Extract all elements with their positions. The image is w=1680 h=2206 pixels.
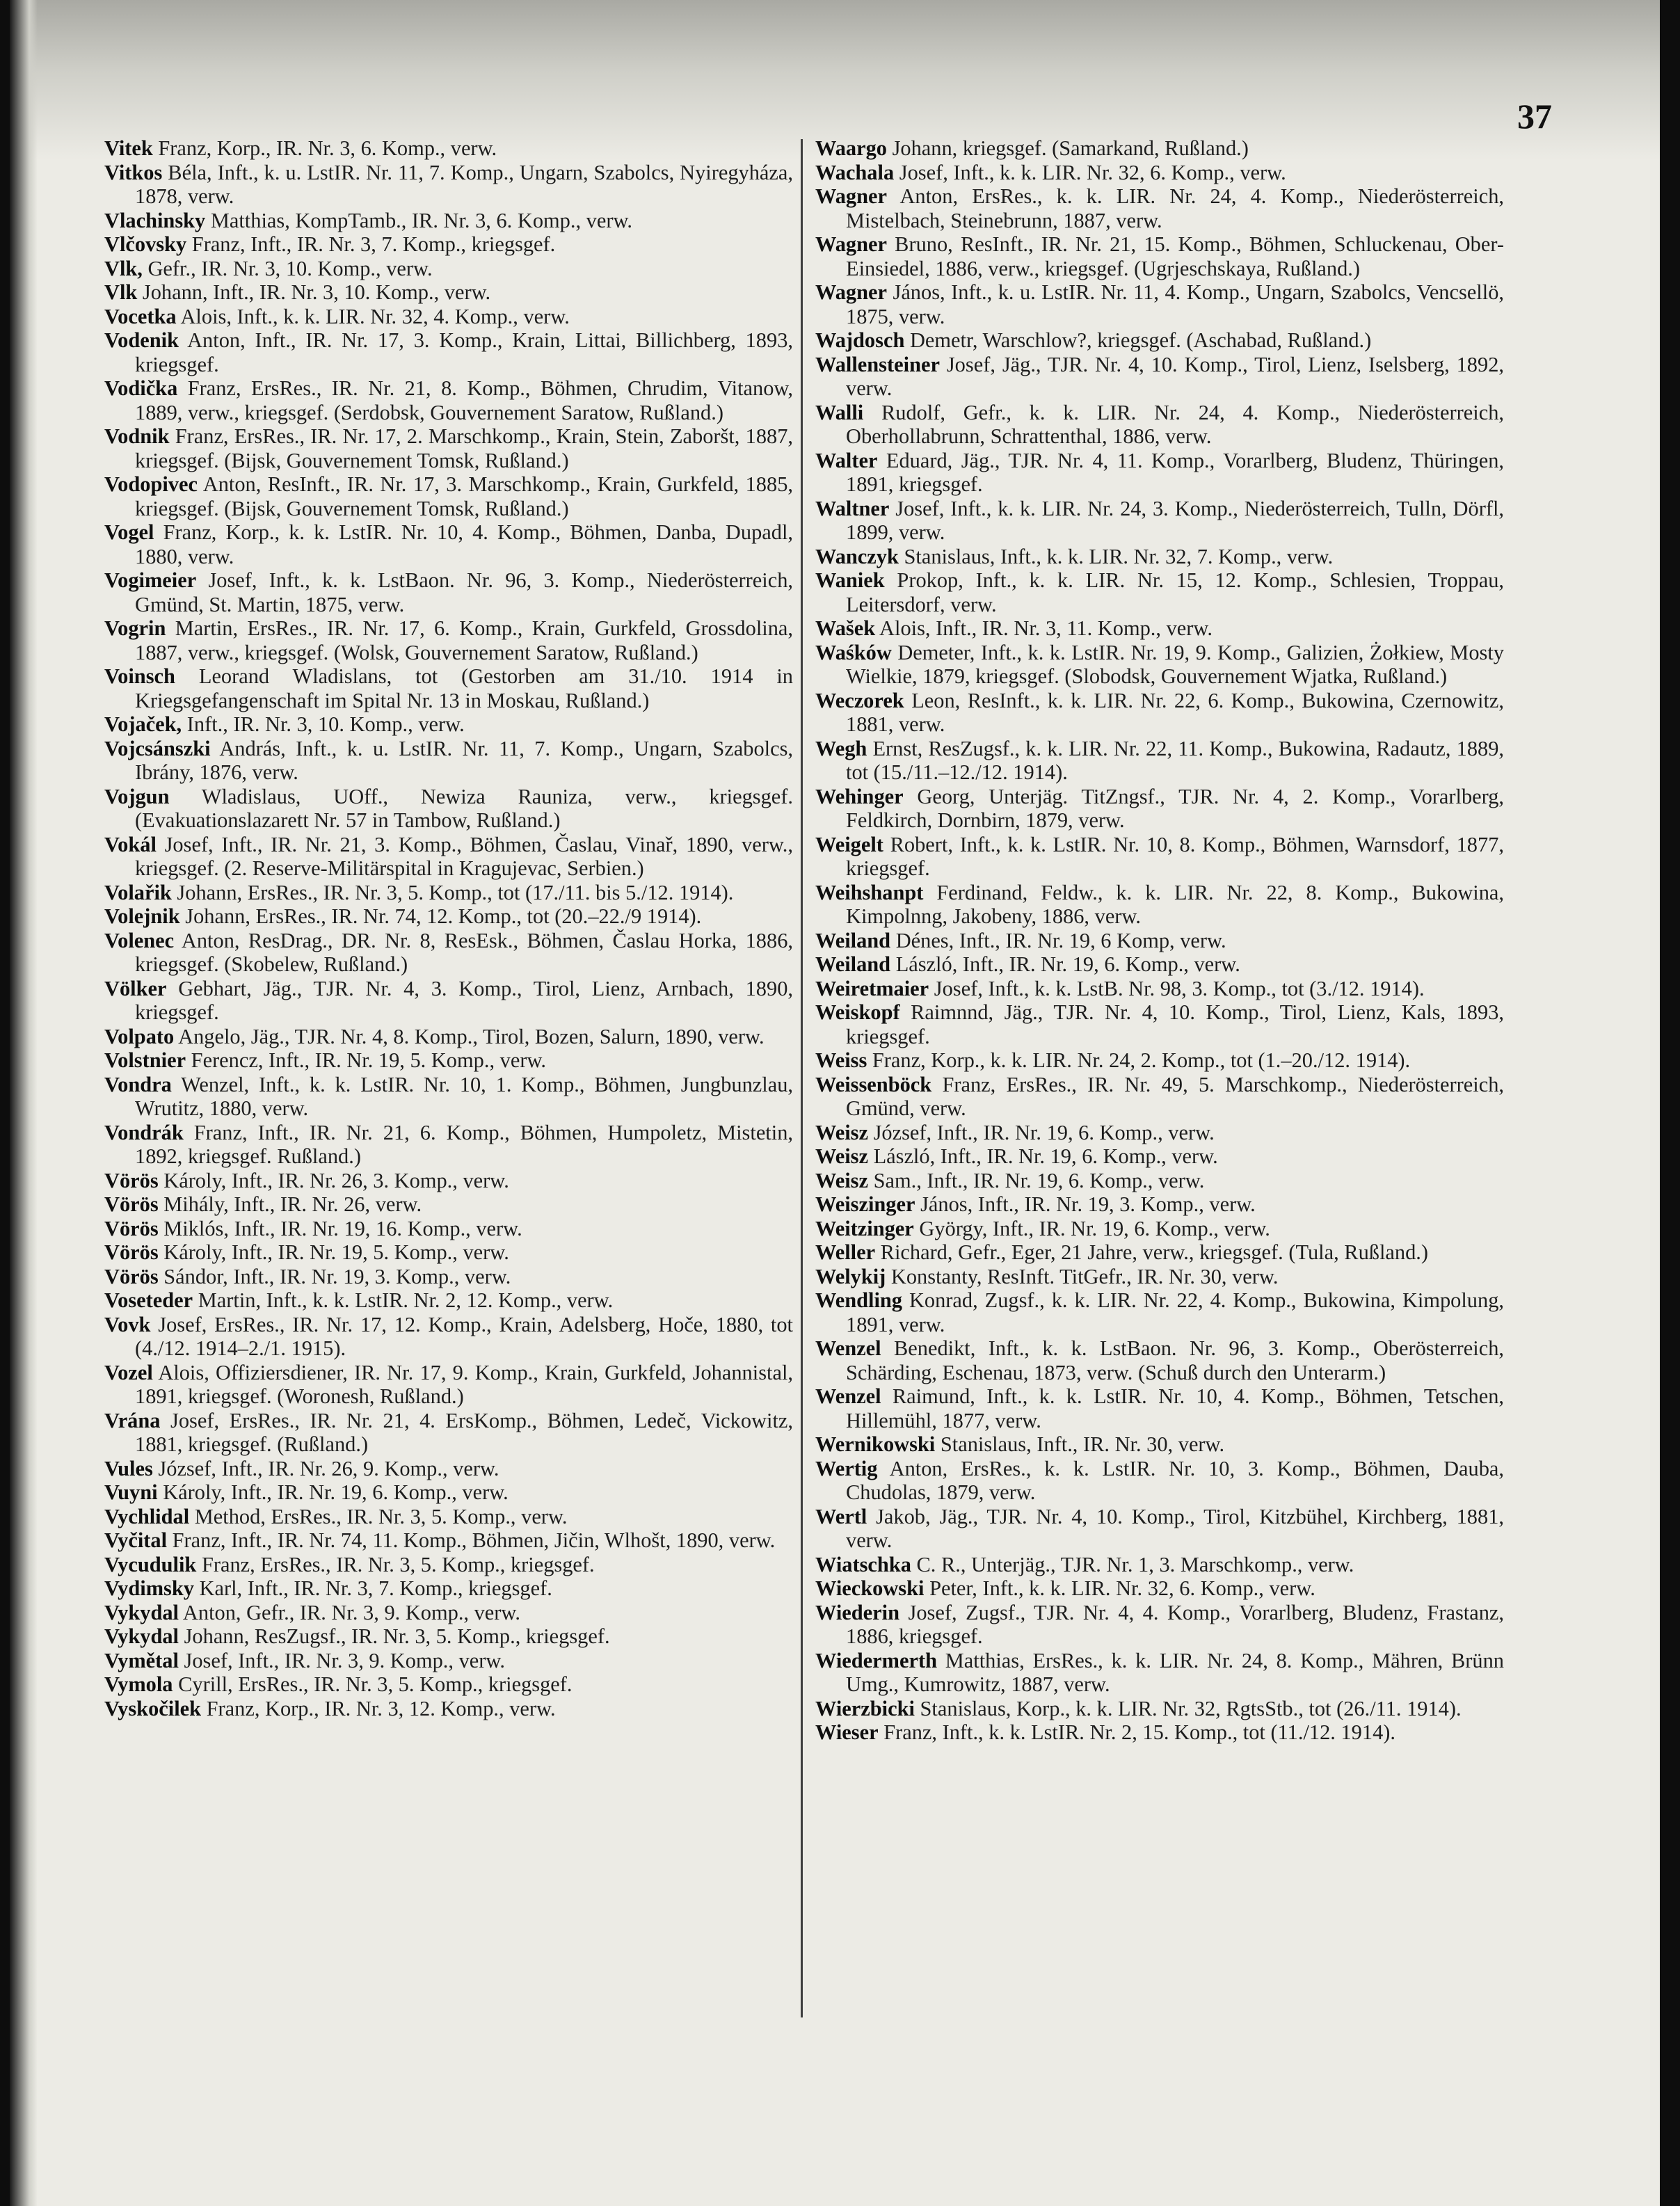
entry-surname: Weisz (815, 1168, 868, 1192)
entry-surname: Wallensteiner (815, 352, 940, 376)
entry-details: Leon, ResInft., k. k. LIR. Nr. 22, 6. Komp., Bukowina, Czernowitz, 1881, verw. (846, 688, 1504, 736)
register-entry (815, 616, 1504, 641)
register-entry (815, 1505, 1504, 1553)
entry-details: Ferencz, Inft., IR. Nr. 19, 5. Komp., verw. (186, 1048, 547, 1072)
register-entry (815, 833, 1504, 881)
entry-surname: Volařik (104, 880, 172, 904)
entry-surname: Weihshanpt (815, 880, 924, 904)
register-entry (104, 737, 793, 785)
entry-surname: Vojcsánszki (104, 736, 211, 760)
register-entry (104, 664, 793, 712)
register-entry (815, 1073, 1504, 1121)
entry-surname: Weiretmaier (815, 976, 929, 1000)
entry-surname: Vörös (104, 1216, 159, 1240)
entry-details: József, Inft., IR. Nr. 19, 6. Komp., verw. (867, 1120, 1215, 1144)
entry-surname: Voinsch (104, 664, 175, 688)
entry-surname: Wašek (815, 616, 876, 640)
entry-surname: Vykydal (104, 1624, 179, 1648)
entry-details: Anton, ErsRes., k. k. LstIR. Nr. 10, 3. Komp., Böhmen, Dauba, Chudolas, 1879, verw. (846, 1456, 1504, 1504)
register-entry (104, 1265, 793, 1289)
register-entry (815, 136, 1504, 161)
entry-details: Johann, ErsRes., IR. Nr. 3, 5. Komp., tot (17./11. bis 5./12. 1914). (171, 880, 734, 904)
entry-surname: Vovk (104, 1312, 151, 1336)
entry-details: Inft., IR. Nr. 3, 10. Komp., verw. (182, 712, 465, 736)
entry-details: Sándor, Inft., IR. Nr. 19, 3. Komp., verw. (158, 1264, 511, 1288)
entry-details: Josef, Inft., k. k. LIR. Nr. 24, 3. Komp., Niederösterreich, Tulln, Dörfl, 1899, verw. (846, 496, 1504, 544)
entry-details: Josef, Inft., IR. Nr. 3, 9. Komp., verw. (178, 1648, 505, 1672)
entry-surname: Volenec (104, 928, 175, 952)
register-entry (104, 472, 793, 520)
book-page (10, 0, 1660, 2206)
register-entry (104, 1601, 793, 1625)
register-entry (815, 785, 1504, 833)
entry-details: Martin, Inft., k. k. LstIR. Nr. 2, 12. Komp., verw. (193, 1288, 614, 1312)
register-entry (815, 353, 1504, 401)
entry-details: Josef, Inft., IR. Nr. 21, 3. Komp., Böhmen, Časlau, Vinař, 1890, verw., kriegsgef. (2. Reserve-Militärspital in Kragujevac, Serbien.) (135, 832, 793, 880)
entry-details: Jakob, Jäg., TJR. Nr. 4, 10. Komp., Tirol, Kitzbühel, Kirchberg, 1881, verw. (846, 1504, 1504, 1552)
entry-details: Josef, Inft., k. k. LstB. Nr. 98, 3. Komp., tot (3./12. 1914). (929, 976, 1425, 1000)
entry-surname: Wieckowski (815, 1576, 925, 1600)
entry-details: Ernst, ResZugsf., k. k. LIR. Nr. 22, 11. Komp., Bukowina, Radautz, 1889, tot (15./11.–12./12. 1914). (846, 736, 1504, 784)
register-entry (815, 1576, 1504, 1601)
entry-details: Angelo, Jäg., TJR. Nr. 4, 8. Komp., Tirol, Bozen, Salurn, 1890, verw. (174, 1024, 765, 1048)
register-entry (104, 929, 793, 977)
register-entry (104, 785, 793, 833)
register-entry (815, 449, 1504, 497)
entry-surname: Wagner (815, 184, 887, 208)
entry-surname: Wagner (815, 280, 887, 304)
register-entry (815, 545, 1504, 569)
entry-surname: Welykij (815, 1264, 886, 1288)
register-entry (815, 1720, 1504, 1745)
entry-details: Anton, Inft., IR. Nr. 17, 3. Komp., Krain, Littai, Billichberg, 1893, kriegsgef. (135, 328, 793, 376)
register-entry (104, 1169, 793, 1193)
entry-surname: Weiland (815, 928, 891, 952)
register-entry (104, 1313, 793, 1361)
entry-surname: Wanczyk (815, 544, 899, 568)
register-entry (815, 1601, 1504, 1649)
entry-surname: Weczorek (815, 688, 904, 712)
register-entry (815, 184, 1504, 232)
entry-surname: Waśków (815, 640, 892, 664)
register-entry (104, 1409, 793, 1457)
register-entry (104, 1480, 793, 1505)
entry-details: Franz, ErsRes., IR. Nr. 21, 8. Komp., Böhmen, Chrudim, Vitanow, 1889, verw., kriegsgef. (Serdobsk, Gouvernement Saratow, Rußland.) (135, 376, 793, 424)
register-entry (815, 401, 1504, 449)
entry-details: Sam., Inft., IR. Nr. 19, 6. Komp., verw. (867, 1168, 1205, 1192)
register-entry (815, 232, 1504, 280)
entry-details: Franz, Korp., IR. Nr. 3, 6. Komp., verw. (152, 136, 497, 160)
register-entry (815, 1553, 1504, 1577)
register-entry (104, 712, 793, 737)
register-entry (815, 1649, 1504, 1697)
entry-details: Benedikt, Inft., k. k. LstBaon. Nr. 96, 3. Komp., Oberösterreich, Schärding, Eschenau, 1873, verw. (Schuß durch den Unterarm.) (846, 1336, 1504, 1384)
entry-details: József, Inft., IR. Nr. 26, 9. Komp., verw. (152, 1456, 499, 1480)
register-entry (104, 1217, 793, 1241)
entry-details: Leorand Wladislans, tot (Gestorben am 31./10. 1914 in Kriegsgefangenschaft im Spital Nr. 13 in Moskau, Rußland.) (135, 664, 793, 712)
register-entry (104, 328, 793, 376)
entry-details: Bruno, ResInft., IR. Nr. 21, 15. Komp., Böhmen, Schluckenau, Ober-Einsiedel, 1886, verw., kriegsgef. (Ugrjeschskaya, Rußland.) (846, 232, 1504, 280)
entry-surname: Vokál (104, 832, 157, 856)
entry-surname: Völker (104, 976, 167, 1000)
register-entry (104, 1025, 793, 1049)
entry-details: Stanislaus, Inft., k. k. LIR. Nr. 32, 7. Komp., verw. (898, 544, 1334, 568)
entry-details: Johann, ErsRes., IR. Nr. 74, 12. Komp., tot (20.–22./9 1914). (179, 904, 702, 928)
entry-surname: Vocetka (104, 304, 177, 328)
register-entry (104, 1192, 793, 1217)
entry-details: Miklós, Inft., IR. Nr. 19, 16. Komp., verw. (158, 1216, 522, 1240)
entry-surname: Wajdosch (815, 328, 905, 352)
entry-details: Franz, ErsRes., IR. Nr. 49, 5. Marschkomp., Niederösterreich, Gmünd, verw. (846, 1072, 1504, 1120)
entry-details: Method, ErsRes., IR. Nr. 3, 5. Komp., verw. (189, 1504, 568, 1528)
register-entry (104, 1649, 793, 1673)
entry-surname: Waltner (815, 496, 890, 520)
register-entry (815, 1048, 1504, 1073)
entry-surname: Waargo (815, 136, 887, 160)
entry-surname: Walter (815, 448, 878, 472)
entry-details: László, Inft., IR. Nr. 19, 6. Komp., verw. (890, 952, 1240, 976)
register-entry (104, 161, 793, 209)
entry-surname: Walli (815, 400, 864, 424)
entry-details: András, Inft., k. u. LstIR. Nr. 11, 7. Komp., Ungarn, Szabolcs, Ibrány, 1876, verw. (135, 736, 793, 784)
entry-surname: Wegh (815, 736, 867, 760)
register-entry (815, 1217, 1504, 1241)
register-entry (815, 641, 1504, 689)
entry-details: Ferdinand, Feldw., k. k. LIR. Nr. 22, 8. Komp., Bukowina, Kimpolnng, Jakobeny, 1886, verw. (846, 880, 1504, 928)
entry-surname: Vules (104, 1456, 153, 1480)
entry-surname: Weigelt (815, 832, 883, 856)
entry-details: Alois, Inft., k. k. LIR. Nr. 32, 4. Komp., verw. (176, 304, 570, 328)
entry-surname: Wierzbicki (815, 1696, 915, 1720)
register-entry (104, 136, 793, 161)
entry-surname: Wieser (815, 1720, 879, 1744)
entry-details: Dénes, Inft., IR. Nr. 19, 6 Komp, verw. (890, 928, 1226, 952)
register-entry (815, 1384, 1504, 1432)
entry-details: Franz, ErsRes., IR. Nr. 3, 5. Komp., kriegsgef. (196, 1552, 595, 1576)
register-entry (104, 833, 793, 881)
register-entry (815, 929, 1504, 953)
entry-details: László, Inft., IR. Nr. 19, 6. Komp., verw. (867, 1144, 1218, 1168)
entry-surname: Weiszinger (815, 1192, 915, 1216)
register-entry (104, 209, 793, 233)
entry-details: Stanislaus, Korp., k. k. LIR. Nr. 32, RgtsStb., tot (26./11. 1914). (914, 1696, 1462, 1720)
entry-surname: Vondra (104, 1072, 172, 1096)
entry-surname: Vörös (104, 1240, 159, 1264)
entry-details: Richard, Gefr., Eger, 21 Jahre, verw., kriegsgef. (Tula, Rußland.) (875, 1240, 1428, 1264)
register-entry (104, 1048, 793, 1073)
entry-details: György, Inft., IR. Nr. 19, 6. Komp., verw. (913, 1216, 1270, 1240)
entry-surname: Weisz (815, 1120, 868, 1144)
entry-details: Anton, ErsRes., k. k. LIR. Nr. 24, 4. Komp., Niederösterreich, Mistelbach, Steinebrunn, 1887, verw. (846, 184, 1504, 232)
register-entry (815, 1288, 1504, 1336)
entry-details: Franz, Korp., k. k. LstIR. Nr. 10, 4. Komp., Böhmen, Danba, Dupadl, 1880, verw. (135, 520, 793, 568)
entry-surname: Vydimsky (104, 1576, 194, 1600)
entry-details: Mihály, Inft., IR. Nr. 26, verw. (158, 1192, 422, 1216)
entry-details: Raimnnd, Jäg., TJR. Nr. 4, 10. Komp., Tirol, Lienz, Kals, 1893, kriegsgef. (846, 1000, 1504, 1048)
entry-details: Peter, Inft., k. k. LIR. Nr. 32, 6. Komp., verw. (924, 1576, 1315, 1600)
entry-details: Johann, kriegsgef. (Samarkand, Rußland.) (886, 136, 1249, 160)
entry-details: Franz, Korp., IR. Nr. 3, 12. Komp., verw. (201, 1696, 556, 1720)
register-entry (815, 161, 1504, 185)
entry-surname: Vodnik (104, 424, 170, 448)
entry-surname: Waniek (815, 568, 885, 592)
register-entry (815, 1144, 1504, 1169)
entry-details: Eduard, Jäg., TJR. Nr. 4, 11. Komp., Vorarlberg, Bludenz, Thüringen, 1891, kriegsgef. (846, 448, 1504, 496)
entry-surname: Vörös (104, 1264, 159, 1288)
entry-details: Franz, Inft., IR. Nr. 74, 11. Komp., Böhmen, Jičin, Wlhošt, 1890, verw. (167, 1528, 776, 1552)
entry-details: Josef, ErsRes., IR. Nr. 21, 4. ErsKomp., Böhmen, Ledeč, Vickowitz, 1881, kriegsgef. (Rußland.) (135, 1408, 793, 1456)
entry-surname: Vymola (104, 1672, 173, 1696)
entry-surname: Vitkos (104, 160, 163, 184)
entry-surname: Wertig (815, 1456, 878, 1480)
entry-surname: Vyčital (104, 1528, 168, 1552)
entry-details: Josef, Zugsf., TJR. Nr. 4, 4. Komp., Vorarlberg, Bludenz, Frastanz, 1886, kriegsgef. (846, 1600, 1504, 1648)
entry-details: Josef, Jäg., TJR. Nr. 4, 10. Komp., Tirol, Lienz, Iselsberg, 1892, verw. (846, 352, 1504, 400)
column-divider (801, 139, 803, 2017)
entry-surname: Vörös (104, 1192, 159, 1216)
page-spine-shadow (10, 0, 38, 2206)
entry-surname: Vojgun (104, 784, 170, 808)
entry-surname: Vlk, (104, 256, 143, 280)
entry-surname: Wiatschka (815, 1552, 911, 1576)
entry-details: Demetr, Warschlow?, kriegsgef. (Aschabad, Rußland.) (904, 328, 1372, 352)
register-entry (815, 1697, 1504, 1721)
register-entry (104, 1073, 793, 1121)
entry-surname: Vlk (104, 280, 138, 304)
register-entry (104, 1505, 793, 1529)
entry-surname: Weiss (815, 1048, 867, 1072)
entry-surname: Vörös (104, 1168, 159, 1192)
entry-details: Johann, Inft., IR. Nr. 3, 10. Komp., verw. (137, 280, 491, 304)
register-entry (815, 280, 1504, 328)
register-entry (815, 689, 1504, 737)
register-entry (815, 1192, 1504, 1217)
entry-surname: Wiedermerth (815, 1648, 937, 1672)
entry-details: Franz, Korp., k. k. LIR. Nr. 24, 2. Komp., tot (1.–20./12. 1914). (867, 1048, 1411, 1072)
register-entry (104, 904, 793, 929)
entry-surname: Vogrin (104, 616, 166, 640)
entry-details: Gefr., IR. Nr. 3, 10. Komp., verw. (142, 256, 433, 280)
entry-surname: Vodenik (104, 328, 179, 352)
entry-surname: Weitzinger (815, 1216, 914, 1240)
entry-surname: Wendling (815, 1288, 902, 1312)
entry-details: Wladislaus, UOff., Newiza Rauniza, verw., kriegsgef. (Evakuationslazarett Nr. 57 in Tambow, Rußland.) (135, 784, 793, 832)
entry-details: Franz, Inft., IR. Nr. 3, 7. Komp., kriegsgef. (186, 232, 556, 256)
entry-details: Matthias, ErsRes., k. k. LIR. Nr. 24, 8. Komp., Mähren, Brünn Umg., Kumrowitz, 1887, verw. (846, 1648, 1504, 1696)
entry-surname: Weisz (815, 1144, 868, 1168)
register-entry (104, 1528, 793, 1553)
register-entry (104, 305, 793, 329)
entry-surname: Vozel (104, 1360, 153, 1384)
entry-details: Franz, ErsRes., IR. Nr. 17, 2. Marschkomp., Krain, Stein, Zaboršt, 1887, kriegsgef. (Bijsk, Gouvernement Tomsk, Rußland.) (135, 424, 793, 472)
entry-surname: Wertl (815, 1504, 867, 1528)
register-entry (104, 1288, 793, 1313)
entry-surname: Vuyni (104, 1480, 158, 1504)
entry-surname: Volpato (104, 1024, 175, 1048)
entry-details: Josef, ErsRes., IR. Nr. 17, 12. Komp., Krain, Adelsberg, Hoče, 1880, tot (4./12. 1914–2./1. 1915). (135, 1312, 793, 1360)
entry-surname: Vlachinsky (104, 208, 206, 232)
entry-surname: Wehinger (815, 784, 904, 808)
entry-details: Károly, Inft., IR. Nr. 26, 3. Komp., verw. (158, 1168, 509, 1192)
register-entry (815, 328, 1504, 353)
register-entry (104, 280, 793, 305)
entry-details: Cyrill, ErsRes., IR. Nr. 3, 5. Komp., kriegsgef. (173, 1672, 573, 1696)
entry-surname: Volejnik (104, 904, 180, 928)
entry-details: Konrad, Zugsf., k. k. LIR. Nr. 22, 4. Komp., Bukowina, Kimpolung, 1891, verw. (846, 1288, 1504, 1336)
entry-surname: Wenzel (815, 1384, 881, 1408)
entry-details: Josef, Inft., k. k. LIR. Nr. 32, 6. Komp., verw. (894, 160, 1286, 184)
register-entry (104, 1240, 793, 1265)
register-entry (104, 616, 793, 664)
entry-details: C. R., Unterjäg., TJR. Nr. 1, 3. Marschkomp., verw. (911, 1552, 1354, 1576)
register-entry (104, 1361, 793, 1409)
entry-details: Wenzel, Inft., k. k. LstIR. Nr. 10, 1. Komp., Böhmen, Jungbunzlau, Wrutitz, 1880, verw. (135, 1072, 793, 1120)
entry-details: Károly, Inft., IR. Nr. 19, 5. Komp., verw. (158, 1240, 509, 1264)
page-number: 37 (1517, 97, 1552, 136)
register-entry (104, 1457, 793, 1481)
entry-details: Prokop, Inft., k. k. LIR. Nr. 15, 12. Komp., Schlesien, Troppau, Leitersdorf, verw. (846, 568, 1504, 616)
entry-details: Stanislaus, Inft., IR. Nr. 30, verw. (935, 1432, 1225, 1456)
entry-surname: Voseteder (104, 1288, 193, 1312)
entry-details: Anton, Gefr., IR. Nr. 3, 9. Komp., verw. (179, 1600, 520, 1624)
register-entry (815, 1169, 1504, 1193)
register-entry (815, 737, 1504, 785)
register-entry (104, 881, 793, 905)
register-entry (815, 1265, 1504, 1289)
entry-surname: Vitek (104, 136, 153, 160)
register-entry (815, 1240, 1504, 1265)
entry-details: Károly, Inft., IR. Nr. 19, 6. Komp., verw. (157, 1480, 509, 1504)
register-entry (104, 1553, 793, 1577)
entry-surname: Weiland (815, 952, 891, 976)
register-entry (815, 1121, 1504, 1145)
right-column (815, 136, 1504, 1745)
entry-details: Rudolf, Gefr., k. k. LIR. Nr. 24, 4. Komp., Niederösterreich, Oberhollabrunn, Schrattenthal, 1886, verw. (846, 400, 1504, 448)
entry-surname: Volstnier (104, 1048, 186, 1072)
register-entry (104, 1576, 793, 1601)
entry-surname: Wernikowski (815, 1432, 936, 1456)
entry-surname: Vymětal (104, 1648, 179, 1672)
register-entry (104, 568, 793, 616)
register-entry (104, 424, 793, 472)
register-entry (815, 1432, 1504, 1457)
entry-details: Konstanty, ResInft. TitGefr., IR. Nr. 30, verw. (886, 1264, 1279, 1288)
register-entry (104, 1697, 793, 1721)
entry-surname: Vodička (104, 376, 178, 400)
entry-surname: Vogimeier (104, 568, 197, 592)
entry-details: János, Inft., k. u. LstIR. Nr. 11, 4. Komp., Ungarn, Szabolcs, Vencsellö, 1875, verw. (846, 280, 1504, 328)
entry-surname: Vykydal (104, 1600, 179, 1624)
register-entry (104, 232, 793, 257)
entry-details: Matthias, KompTamb., IR. Nr. 3, 6. Komp., verw. (205, 208, 633, 232)
register-entry (104, 977, 793, 1025)
register-entry (815, 1000, 1504, 1048)
entry-details: Anton, ResDrag., DR. Nr. 8, ResEsk., Böhmen, Časlau Horka, 1886, kriegsgef. (Skobelew, Rußland.) (135, 928, 793, 976)
register-entry (104, 1624, 793, 1649)
entry-details: Alois, Inft., IR. Nr. 3, 11. Komp., verw. (875, 616, 1213, 640)
entry-details: Béla, Inft., k. u. LstIR. Nr. 11, 7. Komp., Ungarn, Szabolcs, Nyiregyháza, 1878, verw. (135, 160, 793, 208)
left-column (104, 136, 793, 1720)
register-entry (104, 1672, 793, 1697)
register-entry (104, 520, 793, 568)
entry-surname: Wachala (815, 160, 895, 184)
entry-surname: Weller (815, 1240, 876, 1264)
entry-details: Robert, Inft., k. k. LstIR. Nr. 10, 8. Komp., Böhmen, Warnsdorf, 1877, kriegsgef. (846, 832, 1504, 880)
register-entry (815, 977, 1504, 1001)
entry-surname: Vlčovsky (104, 232, 187, 256)
entry-surname: Vodopivec (104, 472, 198, 496)
register-entry (104, 376, 793, 424)
register-entry (104, 1121, 793, 1169)
entry-surname: Vycudulik (104, 1552, 197, 1576)
entry-details: Gebhart, Jäg., TJR. Nr. 4, 3. Komp., Tirol, Lienz, Arnbach, 1890, kriegsgef. (135, 976, 793, 1024)
entry-surname: Wagner (815, 232, 887, 256)
entry-details: Alois, Offiziersdiener, IR. Nr. 17, 9. Komp., Krain, Gurkfeld, Johannistal, 1891, kriegsgef. (Woronesh, Rußland.) (135, 1360, 793, 1408)
entry-details: Johann, ResZugsf., IR. Nr. 3, 5. Komp., kriegsgef. (179, 1624, 610, 1648)
entry-details: Franz, Inft., IR. Nr. 21, 6. Komp., Böhmen, Humpoletz, Mistetin, 1892, kriegsgef. Rußland.) (135, 1120, 793, 1168)
entry-surname: Vondrák (104, 1120, 184, 1144)
entry-details: Raimund, Inft., k. k. LstIR. Nr. 10, 4. Komp., Böhmen, Tetschen, Hillemühl, 1877, verw. (846, 1384, 1504, 1432)
entry-surname: Vrána (104, 1408, 161, 1432)
entry-surname: Wenzel (815, 1336, 881, 1360)
entry-details: Demeter, Inft., k. k. LstIR. Nr. 19, 9. Komp., Galizien, Żołkiew, Mosty Wielkie, 1879, kriegsgef. (Slobodsk, Gouvernement Wjatka, Rußland.) (846, 640, 1504, 688)
entry-details: Karl, Inft., IR. Nr. 3, 7. Komp., kriegsgef. (193, 1576, 552, 1600)
entry-surname: Weiskopf (815, 1000, 900, 1024)
entry-details: Josef, Inft., k. k. LstBaon. Nr. 96, 3. Komp., Niederösterreich, Gmünd, St. Martin, 1875, verw. (135, 568, 793, 616)
register-entry (815, 952, 1504, 977)
entry-surname: Vyskočilek (104, 1696, 202, 1720)
entry-details: Martin, ErsRes., IR. Nr. 17, 6. Komp., Krain, Gurkfeld, Grossdolina, 1887, verw., kriegsgef. (Wolsk, Gouvernement Saratow, Rußland.) (135, 616, 793, 664)
entry-surname: Wiederin (815, 1600, 899, 1624)
entry-surname: Vojaček, (104, 712, 182, 736)
register-entry (815, 568, 1504, 616)
register-entry (815, 881, 1504, 929)
register-entry (815, 1336, 1504, 1384)
entry-details: János, Inft., IR. Nr. 19, 3. Komp., verw. (915, 1192, 1256, 1216)
register-entry (815, 1457, 1504, 1505)
register-entry (815, 497, 1504, 545)
register-entry (104, 257, 793, 281)
entry-surname: Weissenböck (815, 1072, 932, 1096)
entry-details: Anton, ResInft., IR. Nr. 17, 3. Marschkomp., Krain, Gurkfeld, 1885, kriegsgef. (Bijsk, Gouvernement Tomsk, Rußland.) (135, 472, 793, 520)
entry-details: Franz, Inft., k. k. LstIR. Nr. 2, 15. Komp., tot (11./12. 1914). (878, 1720, 1395, 1744)
entry-details: Georg, Unterjäg. TitZngsf., TJR. Nr. 4, 2. Komp., Vorarlberg, Feldkirch, Dornbirn, 1879, verw. (846, 784, 1504, 832)
entry-surname: Vogel (104, 520, 154, 544)
entry-surname: Vychlidal (104, 1504, 190, 1528)
